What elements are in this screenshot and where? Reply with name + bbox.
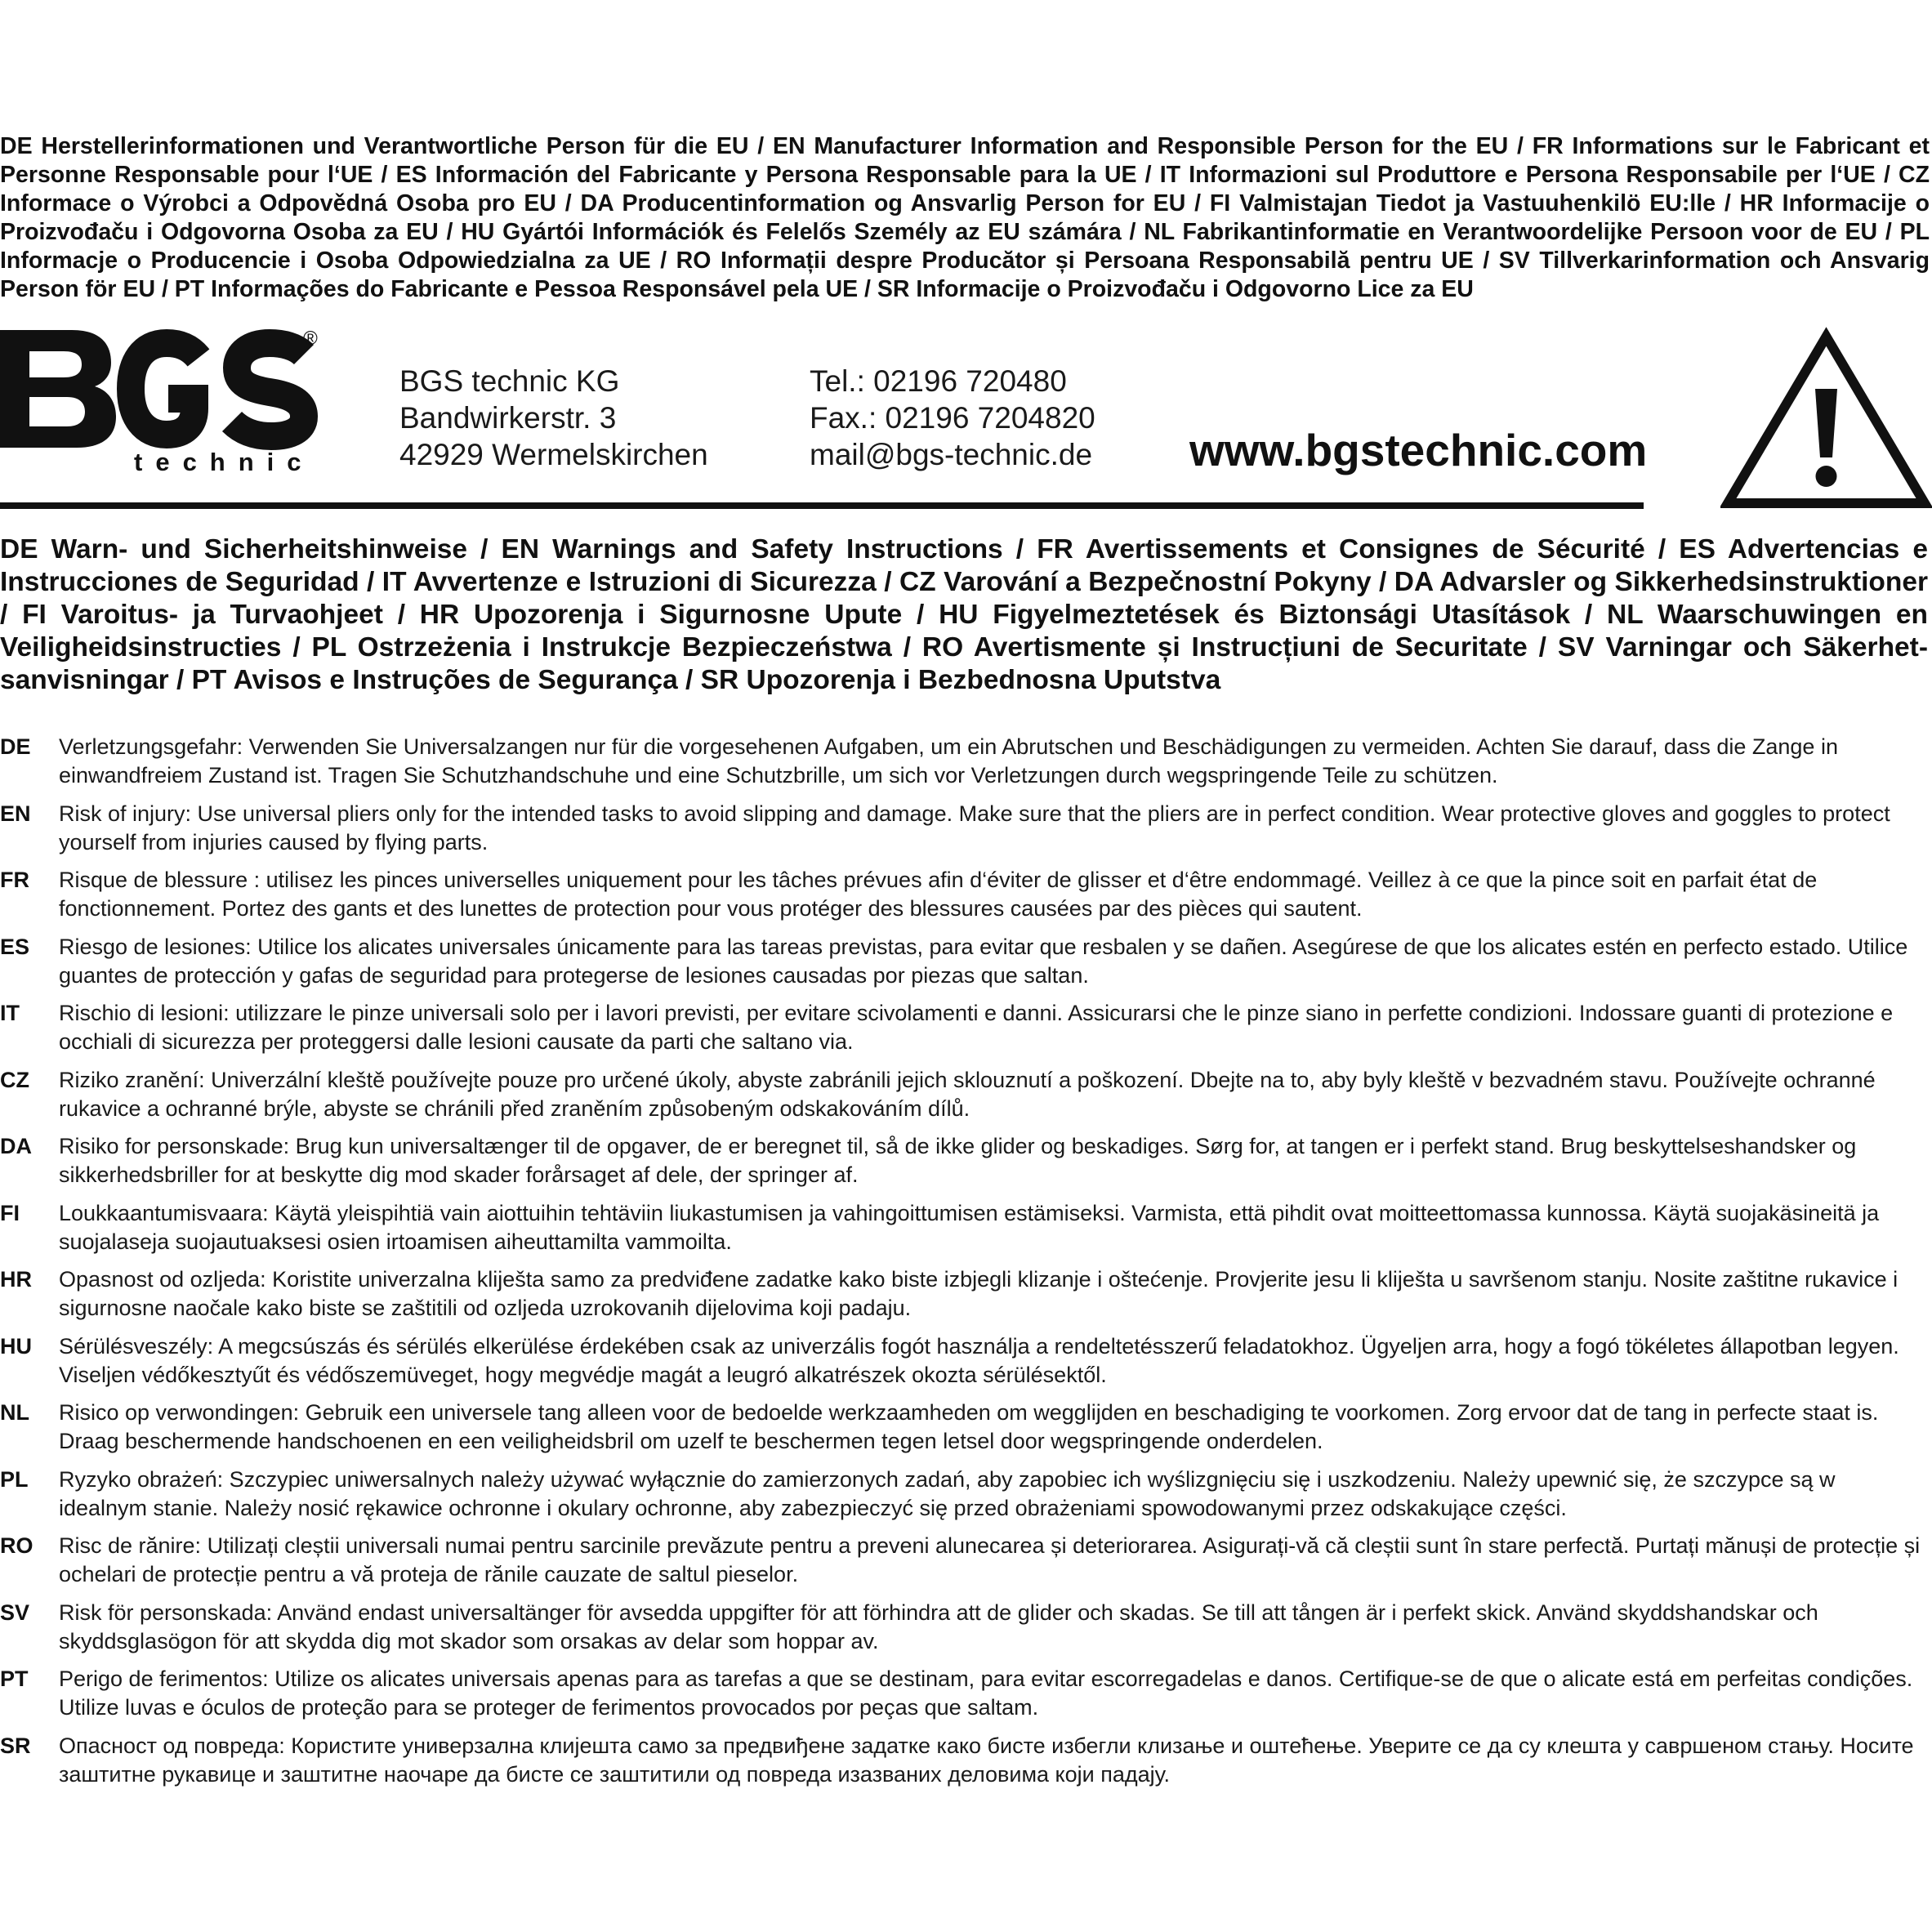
warnings-heading: DE Warn- und Sicherheitshinweise / EN Warnings and Safety Instructions / FR Avertissements et Consignes de Sécurité / ES Advertencias e Instrucciones de Seguridad / IT Avvertenze e Istruzioni di Sicurezza / CZ Varování a Bezpečnostní Pokyny / DA Advarsler og Sikkerhedsinstruktioner / FI Varoitus- ja Turvaohjeet / HR Upozorenja i Sigurnosne Upute / HU Figyelmeztetések és Biztonsági Utasítások / NL Waarschuwingen en Veiligheidsinstructies / PL Ostrzeżenia i Instrukcje Bezpieczeństwa / RO Avertismente și Instrucțiuni de Securitate / SV Varningar och Säkerhetsanvisningar / PT Avisos e Instruções de Segurança / SR Upozorenja i Bezbednosna Uputstva [0, 534, 1928, 695]
language-code: FR [0, 868, 29, 892]
instruction-text: Risk of injury: Use universal pliers only for the intended tasks to avoid slipping and damage. Make sure that the pliers are in perfect condition. Wear protective gloves and goggles to protect yourself from injuries caused by flying parts. [59, 801, 1890, 854]
instruction-text: Riesgo de lesiones: Utilice los alicates universales únicamente para las tareas previstas, para evitar que resbalen y se dañen. Asegúrese de que los alicates estén en perfecto estado. Utilice guantes de protección y gafas de seguridad para protegerse de lesiones causadas por piezas que saltan. [59, 934, 1908, 988]
language-code: HU [0, 1333, 32, 1359]
instruction-item [0, 800, 1932, 867]
manufacturer-info-heading: DE Herstellerinformationen und Verantwortliche Person für die EU / EN Manufacturer Information and Responsible Person for the EU / FR Informations sur le Fabricant et Personne Responsable pour l‘UE / ES Información del Fabricante y Persona Responsable para la UE / IT Informazioni sul Produttore e Persona Responsabile per l‘UE / CZ Informace o Výrobci a Odpovědná Osoba pro EU / DA Producentinformation og Ansvarlig Person for EU / FI Valmistajan Tiedot ja Vastuuhenkilö EU:lle / HR Informacije o Proizvođaču i Odgovorna Osoba za EU / HU Gyártói Információk és Felelős Személy az EU számára / NL Fabrikantinformatie en Verantwoordelijke Persoon voor de EU / PL Informacje o Producencie i Osoba Odpowiedzialna za UE / RO Informații despre Producător și Persoana Responsabilă pentru UE / SV Tillverkarinformation och Ansvarig Person för EU / PT Informações do Fabricante e Pessoa Responsável pela UE / SR Informacije o Proizvođaču i Odgovorno Lice za EU [0, 133, 1930, 302]
instruction-text: Perigo de ferimentos: Utilize os alicates universais apenas para as tarefas a que se destinam, para evitar escorregadelas e danos. Certifique-se de que o alicate está em perfeitas condições. Utilize luvas e óculos de proteção para se proteger de ferimentos provocados por peças que saltam. [59, 1667, 1913, 1720]
instruction-item [0, 1265, 1932, 1332]
language-code: SV [0, 1600, 30, 1625]
instruction-item [0, 933, 1932, 1000]
instruction-item [0, 1532, 1932, 1599]
instruction-text: Risc de rănire: Utilizați cleștii universali numai pentru sarcinile prevăzute pentru a preveni alunecarea și deteriorarea. Asigurați-vă că cleștii sunt în stare perfectă. Purtați mănuși de protecție și ochelari de protecție pentru a vă proteja de rănile cauzate de saltul pieselor. [59, 1533, 1921, 1586]
instruction-item [0, 1599, 1932, 1666]
language-code: PT [0, 1667, 29, 1691]
instruction-item [0, 733, 1932, 800]
instruction-item [0, 866, 1932, 933]
instruction-text: Rischio di lesioni: utilizzare le pinze universali solo per i lavori previsti, per evitare scivolamenti e danni. Assicurarsi che le pinze siano in perfette condizioni. Indossare guanti di protezione e occhiali di sicurezza per proteggersi dalle lesioni causate da parti che saltano via. [59, 1001, 1894, 1054]
instruction-item [0, 1466, 1932, 1533]
website-link[interactable]: www.bgstechnic.com [1189, 425, 1648, 475]
language-code: CZ [0, 1067, 29, 1092]
instruction-text: Risque de blessure : utilisez les pinces universelles uniquement pour les tâches prévues afin d‘éviter de glisser et d‘être endommagé. Veillez à ce que la pince soit en parfait état de fonctionnement. Portez des gants et des lunettes de protection pour vous protéger des blessures causées par des pièces qui sautent. [59, 868, 1818, 921]
bgs-logo [0, 327, 323, 474]
logo-letter-g [131, 343, 199, 435]
warning-triangle-icon [1720, 327, 1932, 513]
logo-registered-mark: ® [303, 328, 318, 350]
company-city: 42929 Wermelskirchen [399, 438, 708, 471]
instruction-text: Riziko zranění: Univerzální kleště používejte pouze pro určené úkoly, abyste zabránili jejich sklouznutí a poškození. Dbejte na to, aby byly kleště v bezvadném stavu. Používejte ochranné rukavice a ochranné brýle, abyste se chránili před zraněním způsobeným odskakováním dílů. [59, 1067, 1876, 1121]
instruction-text: Risiko for personskade: Brug kun universaltænger til de opgaver, de er beregnet til, så de ikke glider og beskadiges. Sørg for, at tangen er i perfekt stand. Brug beskyttelseshandsker og sikkerhedsbriller for at beskytte dig mod skader forårsaget af dele, der springer af. [59, 1134, 1857, 1187]
instruction-item [0, 1066, 1932, 1133]
instruction-text: Sérülésveszély: A megcsúszás és sérülés elkerülése érdekében csak az univerzális fogót használja a rendeltetésszerű feladatokhoz. Ügyeljen arra, hogy a fogó tökéletes állapotban legyen. Viseljen védőkesztyűt és védőszemüveget, hogy megvédje magát a leugró alkatrészek okozta sérülésektől. [59, 1333, 1899, 1387]
language-code: EN [0, 801, 31, 826]
instruction-text: Opasnost od ozljeda: Koristite univerzalna kliješta samo za predviđene zadatke kako biste izbjegli klizanje i oštećenje. Provjerite jesu li kliješta u savršenom stanju. Nosite zaštitne rukavice i sigurnosne naočale kako biste se zaštitili od ozljeda uzrokovanih dijelovima koji padaju. [59, 1267, 1899, 1320]
instruction-text: Loukkaantumisvaara: Käytä yleispihtiä vain aiottuihin tehtäviin liukastumisen ja vahingoittumisen estämiseksi. Varmista, että pihdit ovat moitteettomassa kunnossa. Käytä suojakäsineitä ja suojalaseja suojautuaksesi osien irtoamisen aiheuttamilta vammoilta. [59, 1200, 1880, 1254]
language-code: HR [0, 1267, 32, 1292]
instructions-list [0, 733, 1932, 1798]
company-street: Bandwirkerstr. 3 [399, 401, 617, 435]
instruction-item [0, 1132, 1932, 1199]
logo-tagline: technic [134, 448, 315, 474]
language-code: IT [0, 1001, 20, 1025]
language-code: SR [0, 1733, 31, 1758]
language-code: PL [0, 1466, 29, 1492]
company-fax: Fax.: 02196 7204820 [810, 401, 1095, 435]
instruction-item [0, 1199, 1932, 1266]
company-email[interactable]: mail@bgs-technic.de [810, 438, 1093, 471]
instruction-item [0, 1732, 1932, 1799]
instruction-item [0, 999, 1932, 1066]
company-name: BGS technic KG [399, 364, 620, 398]
instruction-item [0, 1399, 1932, 1466]
language-code: DE [0, 734, 31, 759]
language-code: DA [0, 1134, 32, 1158]
language-code: RO [0, 1533, 33, 1558]
instruction-item [0, 1665, 1932, 1732]
language-code: ES [0, 934, 30, 959]
instruction-text: Verletzungsgefahr: Verwenden Sie Universalzangen nur für die vorgesehenen Aufgaben, um ein Abrutschen und Beschädigungen zu vermeiden. Achten Sie darauf, dass die Zange in einwandfreiem Zustand ist. Tragen Sie Schutzhandschuhe und eine Schutzbrille, um sich vor Verletzungen durch wegspringende Teile zu schützen. [59, 734, 1838, 788]
logo-letter-s [232, 343, 304, 436]
company-contact [810, 363, 1095, 473]
logo-letter-b [0, 330, 116, 448]
instruction-text: Risico op verwondingen: Gebruik een universele tang alleen voor de bedoelde werkzaamheden om wegglijden en beschadiging te voorkomen. Zorg ervoor dat de tang in perfecte staat is. Draag beschermende handschoenen en een veiligheidsbril om uzelf te beschermen tegen letsel door wegspringende onderdelen. [59, 1400, 1879, 1453]
company-phone: Tel.: 02196 720480 [810, 364, 1067, 398]
instruction-text: Ryzyko obrażeń: Szczypiec uniwersalnych należy używać wyłącznie do zamierzonych zadań, aby zapobiec ich wyślizgnięciu się i uszkodzeniu. Należy upewnić się, że szczypce są w idealnym stanie. Należy nosić rękawice ochronne i okulary ochronne, aby zabezpieczyć się przed obrażeniami spowodowanymi przez odskakujące części. [59, 1466, 1836, 1520]
header-divider [0, 502, 1644, 509]
company-address [399, 363, 708, 473]
instruction-item [0, 1332, 1932, 1399]
instruction-text: Опасност од повреда: Користите универзална клијешта само за предвиђене задатке како бисте избегли клизање и оштећење. Уверите се да су клешта у савршеном стању. Носите заштитне рукавице и заштитне наочаре да бисте се заштитили од повреда изазваних деловима који падају. [59, 1733, 1914, 1787]
language-code: NL [0, 1400, 29, 1425]
language-code: FI [0, 1200, 20, 1225]
instruction-text: Risk för personskada: Använd endast universaltänger för avsedda uppgifter för att förhindra att de glider och skadas. Se till att tången är i perfekt skick. Använd skyddshandskar och skyddsglasögon för att skydda dig mot skador som orsakas av delar som hoppar av. [59, 1600, 1818, 1653]
